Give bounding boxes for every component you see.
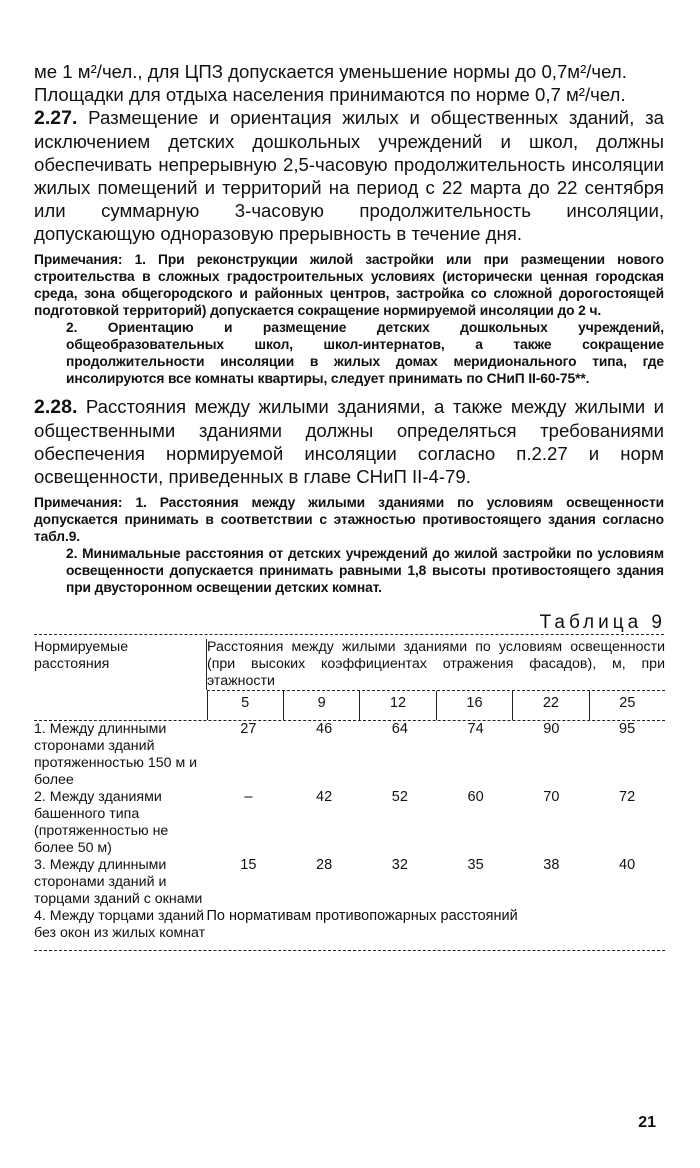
notes-2-27 — [34, 251, 664, 387]
table-cell: 42 — [316, 789, 333, 805]
paragraph-2-28 — [34, 395, 664, 488]
table-cell: 60 — [467, 789, 484, 805]
table-cell: 28 — [316, 857, 333, 873]
table-cell: 35 — [467, 857, 484, 873]
table-cell: 64 — [391, 721, 408, 737]
note-text: 1. При реконструкции жилой застройки или при размещении нового строительства в сложных градостроительных условиях (исторически ценная городская среда, зона общегородского и районных центров, застройка со сложной дорогостоящей подготовкой территорий) допускается сокращение нормируемой инсоляции до 2 ч. — [34, 252, 664, 318]
table-cell: 40 — [619, 857, 636, 873]
paragraph-number: 2.28. — [34, 396, 78, 418]
paragraph-2-27 — [34, 106, 664, 245]
paragraph-text: Расстояния между жилыми зданиями, а также между жилыми и общественными зданиями должны определяться требованиями обеспечения нормируемой инсоляции согласно п.2.27 и норм освещенности, приведенных в главе СНиП II-4-79. — [34, 396, 665, 487]
table-cell-span: По нормативам противопожарных расстояний — [206, 908, 518, 924]
floors-subheader — [207, 690, 666, 720]
floor-header: 22 — [513, 691, 589, 720]
floor-header: 12 — [360, 691, 436, 720]
row-label: 1. Между длинными сторонами зданий протяженностью 150 м и более — [34, 721, 198, 788]
note-1 — [34, 251, 664, 319]
table-cell: – — [244, 789, 253, 805]
table-cell: 72 — [619, 789, 636, 805]
table-cell: 27 — [240, 721, 257, 737]
table-title: Таблица 9 — [539, 612, 666, 633]
note-text: 1. Расстояния между жилыми зданиями по условиям освещенности допускается принимать в соответствии с этажностью противостоящего здания согласно табл.9. — [34, 495, 665, 544]
row-label: 3. Между длинными сторонами зданий и торцами зданий с окнами — [34, 857, 203, 907]
intro-line-2: Площадки для отдыха населения принимаются по норме 0,7 м²/чел. — [34, 84, 626, 105]
table-cell: 46 — [316, 721, 333, 737]
table-row — [34, 908, 665, 942]
header-right: Расстояния между жилыми зданиями по условиям освещенности (при высоких коэффициентах отражения фасадов), м, при этажности — [207, 639, 665, 689]
notes-label: Примечания: — [34, 252, 123, 267]
intro-line-1: ме 1 м²/чел., для ЦПЗ допускается уменьшение нормы до 0,7м²/чел. — [34, 61, 627, 82]
page-content — [34, 60, 664, 951]
table-cell: 15 — [240, 857, 257, 873]
table-cell: 70 — [543, 789, 560, 805]
note-2: 2. Ориентацию и размещение детских дошкольных учреждений, общеобразовательных школ, школ-интернатов, а также сокращение продолжительности инсоляции в жилых домах меридионального типа, где инсолируются все комнаты квартиры, следует принимать по СНиП II-60-75**. — [66, 320, 664, 386]
table-row — [34, 857, 665, 908]
table-bottom-rule — [34, 950, 665, 951]
floor-header: 9 — [284, 691, 360, 720]
table-cell: 74 — [467, 721, 484, 737]
table-9 — [34, 639, 665, 951]
notes-label: Примечания: — [34, 495, 123, 510]
note-1 — [34, 494, 664, 545]
table-row — [34, 789, 665, 857]
table-cell: 52 — [391, 789, 408, 805]
table-cell: 38 — [543, 857, 560, 873]
paragraph-text: Размещение и ориентация жилых и общественных зданий, за исключением детских дошкольных учреждений и школ, должны обеспечивать непрерывную 2,5-часовую продолжительность инсоляции жилых помещений и территорий на период с 22 марта до 22 сентября или суммарную 3-часовую продолжительность инсоляции, допускающую одноразовую прерывность в течение дня. — [34, 107, 665, 244]
row-label: 2. Между зданиями башенного типа (протяженностью не более 50 м) — [34, 789, 169, 856]
floor-header: 5 — [208, 691, 284, 720]
paragraph-number: 2.27. — [34, 107, 78, 129]
floor-header: 25 — [619, 695, 636, 711]
table-top-rule — [34, 634, 664, 635]
note-2: 2. Минимальные расстояния от детских учреждений до жилой застройки по условиям освещенности допускается принимать равными 1,8 высоты противостоящего здания при двусторонном освещении детских комнат. — [66, 546, 664, 595]
row-label: 4. Между торцами зданий без окон из жилых комнат — [34, 908, 206, 941]
table-header-row — [34, 639, 665, 690]
table-cell: 32 — [391, 857, 408, 873]
table-row — [34, 721, 665, 789]
floor-header: 16 — [437, 691, 513, 720]
table-cell: 90 — [543, 721, 560, 737]
page-number: 21 — [638, 1114, 656, 1131]
table-cell: 95 — [619, 721, 636, 737]
header-left: Нормируемые расстояния — [34, 639, 129, 672]
notes-2-28 — [34, 494, 664, 596]
